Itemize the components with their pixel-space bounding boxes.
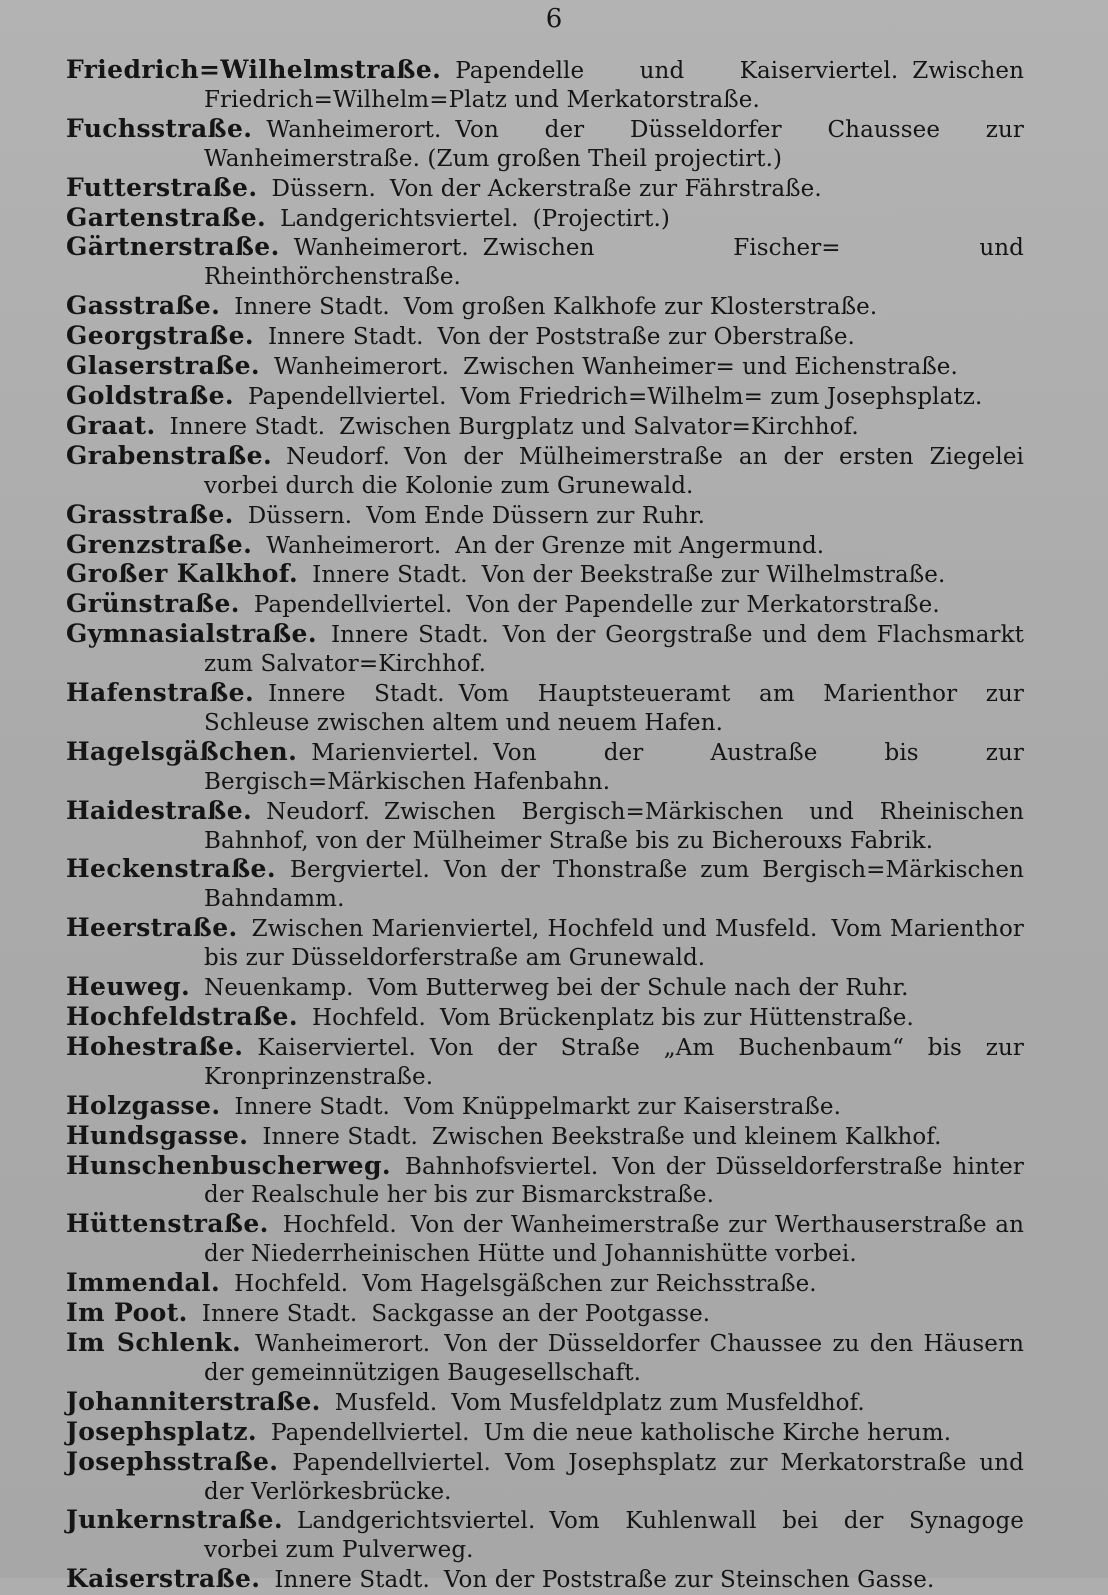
street-name: Hohestraße. bbox=[66, 1031, 244, 1061]
street-entry bbox=[66, 914, 1024, 973]
street-district: Innere Stadt. bbox=[267, 324, 424, 351]
street-district: Innere Stadt. bbox=[169, 413, 326, 440]
street-name: Heuweg. bbox=[66, 972, 191, 1002]
street-name: Gasstraße. bbox=[66, 291, 221, 321]
street-entry bbox=[66, 174, 1024, 204]
street-description: Vom Kuhlenwall bei der Synagoge vorbei zum Pulverweg. bbox=[204, 1508, 1024, 1564]
street-name: Im Schlenk. bbox=[66, 1327, 242, 1357]
street-district: Landgerichtsviertel. bbox=[296, 1508, 536, 1535]
street-district: Wanheimerort. bbox=[266, 116, 442, 143]
street-name: Hundsgasse. bbox=[66, 1120, 249, 1150]
street-name: Graat. bbox=[66, 410, 156, 440]
street-entry bbox=[66, 382, 1024, 412]
street-entry bbox=[66, 590, 1024, 620]
street-entry bbox=[66, 973, 1024, 1003]
street-description: Zwischen Burgplatz und Salvator=Kirchhof. bbox=[339, 413, 859, 440]
street-description: Von der Austraße bis zur Bergisch=Märkischen Hafenbahn. bbox=[204, 739, 1024, 795]
street-entry bbox=[66, 560, 1024, 590]
street-entry bbox=[66, 738, 1024, 797]
street-name: Grünstraße. bbox=[66, 589, 240, 619]
street-name: Kaiserstraße. bbox=[66, 1564, 261, 1594]
street-district: Wanheimerort. bbox=[266, 532, 442, 559]
street-entry bbox=[66, 322, 1024, 352]
street-entry bbox=[66, 1152, 1024, 1211]
street-district: Zwischen Marienviertel, Hochfeld und Musfeld. bbox=[251, 916, 818, 943]
street-district: Neudorf. bbox=[286, 443, 391, 470]
street-name: Gartenstraße. bbox=[66, 202, 267, 232]
street-district: Kaiserviertel. bbox=[257, 1034, 416, 1061]
street-description: Von der Straße „Am Buchenbaum“ bis zur Kronprinzenstraße. bbox=[204, 1034, 1024, 1090]
street-entry bbox=[66, 1210, 1024, 1269]
street-name: Heckenstraße. bbox=[66, 854, 276, 884]
street-entry bbox=[66, 855, 1024, 914]
street-district: Hochfeld. bbox=[234, 1271, 349, 1298]
street-district: Innere Stadt. bbox=[330, 622, 489, 649]
street-description: Von der Mülheimerstraße an der ersten Ziegelei vorbei durch die Kolonie zum Grunewald. bbox=[204, 443, 1024, 499]
street-district: Innere Stadt. bbox=[274, 1567, 430, 1594]
street-district: Innere Stadt. bbox=[201, 1301, 358, 1328]
street-name: Friedrich=Wilhelmstraße. bbox=[66, 55, 442, 84]
street-name: Fuchsstraße. bbox=[66, 113, 253, 143]
street-directory bbox=[66, 56, 1024, 1595]
street-description: Vom Knüppelmarkt zur Kaiserstraße. bbox=[403, 1093, 841, 1120]
street-district: Hochfeld. bbox=[311, 1005, 426, 1031]
street-description: Von der Papendelle zur Merkatorstraße. bbox=[466, 592, 940, 619]
street-entry bbox=[66, 1506, 1024, 1565]
street-entry bbox=[66, 1565, 1024, 1595]
street-name: Grabenstraße. bbox=[66, 440, 273, 470]
street-description: Vom Hauptsteueramt am Marienthor zur Schleuse zwischen altem und neuem Hafen. bbox=[204, 681, 1024, 736]
street-name: Hafenstraße. bbox=[66, 678, 255, 708]
street-description: Vom Hagelsgäßchen zur Reichsstraße. bbox=[362, 1271, 817, 1298]
street-description: Um die neue katholische Kirche herum. bbox=[483, 1419, 952, 1446]
street-name: Haidestraße. bbox=[66, 795, 253, 825]
street-description: Zwischen Fischer= und Rheinthörchenstraße. bbox=[204, 235, 1024, 291]
street-entry bbox=[66, 1388, 1024, 1418]
street-district: Bergviertel. bbox=[289, 857, 430, 884]
street-entry bbox=[66, 56, 1024, 115]
street-name: Grasstraße. bbox=[66, 499, 234, 529]
street-description: Von der Poststraße zur Oberstraße. bbox=[437, 324, 855, 351]
street-name: Grenzstraße. bbox=[66, 529, 253, 559]
street-name: Immendal. bbox=[66, 1268, 221, 1298]
street-entry bbox=[66, 1003, 1024, 1033]
street-district: Wanheimerort. bbox=[274, 354, 450, 381]
street-name: Georgstraße. bbox=[66, 321, 254, 351]
street-district: Bahnhofsviertel. bbox=[404, 1153, 599, 1180]
street-entry bbox=[66, 1092, 1024, 1122]
street-description: Von der Düsseldorfer Chaussee zur Wanheimerstraße. (Zum großen Theil projectirt.) bbox=[204, 116, 1024, 172]
street-entry bbox=[66, 1299, 1024, 1329]
street-name: Hunschenbuscherweg. bbox=[66, 1150, 391, 1180]
street-description: Vom Josephsplatz zur Merkatorstraße und der Verlörkesbrücke. bbox=[204, 1449, 1024, 1505]
street-description: (Projectirt.) bbox=[532, 205, 670, 232]
street-entry bbox=[66, 1033, 1024, 1092]
street-description: Vom Musfeldplatz zum Musfeldhof. bbox=[451, 1389, 865, 1416]
street-name: Hochfeldstraße. bbox=[66, 1002, 298, 1031]
street-description: Von der Düsseldorfer Chaussee zu den Häusern der gemeinnützigen Baugesellschaft. bbox=[204, 1330, 1024, 1386]
street-district: Landgerichtsviertel. bbox=[280, 205, 519, 232]
street-district: Wanheimerort. bbox=[293, 235, 469, 262]
street-district: Neudorf. bbox=[266, 798, 371, 825]
street-name: Josephsplatz. bbox=[66, 1416, 258, 1446]
street-description: Von der Ackerstraße zur Fährstraße. bbox=[389, 175, 822, 202]
street-description: Vom Marienthor bis zur Düsseldorferstraße am Grunewald. bbox=[204, 916, 1024, 972]
street-description: Vom Butterweg bei der Schule nach der Ruhr. bbox=[367, 975, 909, 1002]
street-entry bbox=[66, 501, 1024, 531]
street-description: Vom Ende Düssern zur Ruhr. bbox=[366, 502, 706, 529]
street-district: Düssern. bbox=[247, 502, 353, 529]
street-description: Von der Thonstraße zum Bergisch=Märkischen Bahndamm. bbox=[204, 857, 1024, 913]
street-name: Hagelsgäßchen. bbox=[66, 736, 298, 766]
street-entry bbox=[66, 1418, 1024, 1448]
street-entry bbox=[66, 531, 1024, 561]
street-description: Vom großen Kalkhofe zur Klosterstraße. bbox=[403, 294, 878, 321]
street-name: Josephsstraße. bbox=[66, 1446, 279, 1476]
street-name: Im Poot. bbox=[66, 1298, 188, 1328]
street-district: Innere Stadt. bbox=[234, 1093, 390, 1120]
street-name: Holzgasse. bbox=[66, 1090, 221, 1120]
street-entry bbox=[66, 442, 1024, 501]
street-district: Papendellviertel. bbox=[253, 592, 453, 619]
street-description: Von der Wanheimerstraße zur Werthauserstraße an der Niederrheinischen Hütte und Johannishütte vorbei. bbox=[204, 1212, 1024, 1268]
street-description: Sackgasse an der Pootgasse. bbox=[371, 1301, 711, 1328]
street-name: Gärtnerstraße. bbox=[66, 232, 280, 262]
street-description: Von der Beekstraße zur Wilhelmstraße. bbox=[481, 562, 946, 589]
street-district: Papendellviertel. bbox=[248, 383, 447, 410]
street-district: Papendellviertel. bbox=[271, 1419, 470, 1446]
street-district: Marienviertel. bbox=[311, 739, 480, 766]
street-description: Zwischen Wanheimer= und Eichenstraße. bbox=[463, 354, 958, 381]
street-name: Johanniterstraße. bbox=[66, 1386, 321, 1416]
street-name: Heerstraße. bbox=[66, 913, 238, 943]
street-entry bbox=[66, 352, 1024, 382]
street-entry bbox=[66, 797, 1024, 856]
street-entry bbox=[66, 412, 1024, 442]
street-entry bbox=[66, 233, 1024, 292]
street-entry bbox=[66, 1329, 1024, 1388]
street-district: Papendelle und Kaiserviertel. bbox=[455, 58, 899, 84]
street-entry bbox=[66, 292, 1024, 322]
street-description: Zwischen Bergisch=Märkischen und Rheinischen Bahnhof, von der Mülheimer Straße bis zu Bicherouxs Fabrik. bbox=[204, 798, 1024, 854]
street-entry bbox=[66, 115, 1024, 174]
street-entry bbox=[66, 620, 1024, 679]
street-district: Innere Stadt. bbox=[268, 681, 445, 708]
street-name: Glaserstraße. bbox=[66, 351, 260, 381]
street-description: Vom Brückenplatz bis zur Hüttenstraße. bbox=[439, 1005, 914, 1031]
street-entry bbox=[66, 1269, 1024, 1299]
street-name: Junkernstraße. bbox=[66, 1505, 283, 1535]
street-district: Innere Stadt. bbox=[262, 1123, 418, 1150]
street-district: Innere Stadt. bbox=[234, 294, 390, 321]
street-district: Musfeld. bbox=[334, 1389, 438, 1416]
street-entry bbox=[66, 1122, 1024, 1152]
street-district: Hochfeld. bbox=[282, 1212, 397, 1239]
street-entry bbox=[66, 204, 1024, 234]
street-description: Von der Poststraße zur Steinschen Gasse. bbox=[443, 1567, 935, 1594]
street-name: Hüttenstraße. bbox=[66, 1209, 269, 1239]
street-name: Futterstraße. bbox=[66, 172, 258, 202]
street-description: Zwischen Beekstraße und kleinem Kalkhof. bbox=[431, 1123, 942, 1150]
street-name: Goldstraße. bbox=[66, 380, 234, 410]
street-district: Innere Stadt. bbox=[312, 562, 468, 589]
street-description: Zwischen Friedrich=Wilhelm=Platz und Merkatorstraße. bbox=[204, 58, 1024, 113]
street-description: An der Grenze mit Angermund. bbox=[455, 532, 825, 559]
street-name: Großer Kalkhof. bbox=[66, 559, 299, 589]
street-entry bbox=[66, 1448, 1024, 1507]
street-description: Vom Friedrich=Wilhelm= zum Josephsplatz. bbox=[460, 383, 983, 410]
street-description: Von der Düsseldorferstraße hinter der Realschule her bis zur Bismarckstraße. bbox=[204, 1153, 1024, 1209]
street-description: Von der Georgstraße und dem Flachsmarkt zum Salvator=Kirchhof. bbox=[204, 622, 1025, 678]
street-entry bbox=[66, 679, 1024, 738]
page-number: 6 bbox=[545, 4, 563, 34]
street-district: Wanheimerort. bbox=[255, 1330, 431, 1357]
street-district: Neuenkamp. bbox=[204, 975, 354, 1002]
street-district: Papendellviertel. bbox=[292, 1449, 491, 1476]
street-name: Gymnasialstraße. bbox=[66, 619, 317, 649]
street-district: Düssern. bbox=[271, 175, 376, 202]
